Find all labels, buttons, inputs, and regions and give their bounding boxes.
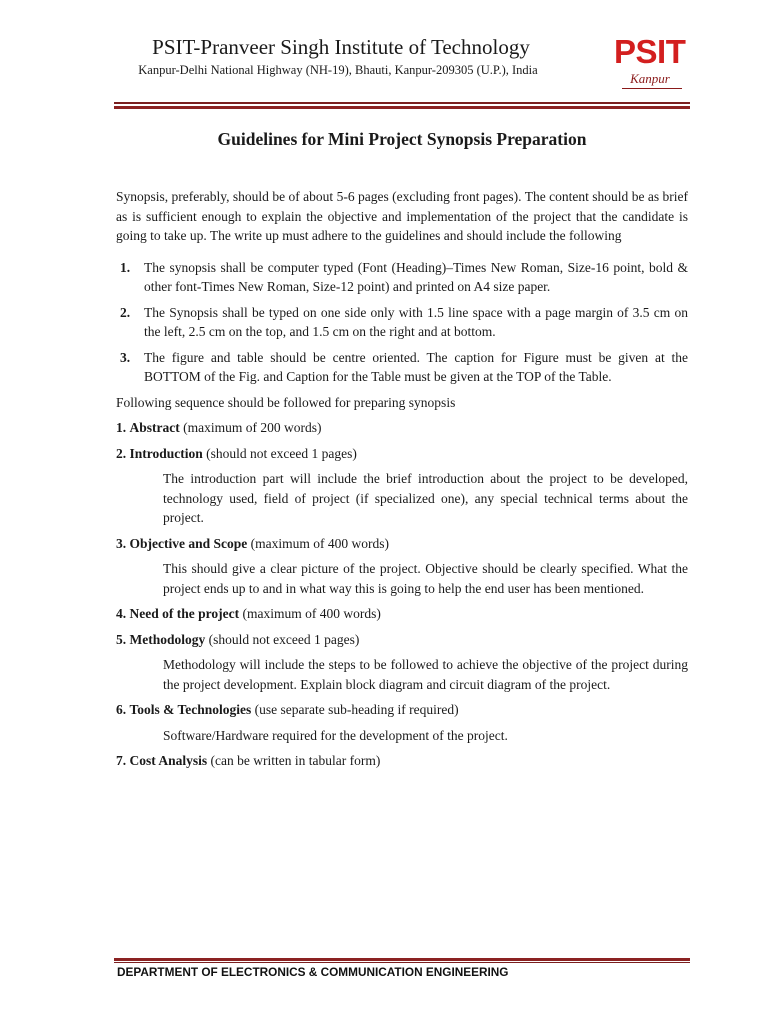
logo-subtext: Kanpur (630, 71, 670, 86)
intro-paragraph: Synopsis, preferably, should be of about 5-6 pages (excluding front pages). The content should be as brief as is sufficient enough to explain the objective and implementation of the project that the candidate is going to take up. The write up must adhere to the guidelines and should include the following (116, 189, 688, 243)
institute-address: Kanpur-Delhi National Highway (NH-19), Bhauti, Kanpur-209305 (U.P.), India (138, 63, 538, 77)
header-rule-thin (114, 102, 690, 104)
section-objective-scope: 3. Objective and Scope (maximum of 400 words) (116, 535, 389, 551)
formatting-rules-list (116, 258, 688, 387)
section-tools: 6. Tools & Technologies (use separate sub-heading if required) (116, 702, 459, 717)
logo-text: PSIT (614, 33, 686, 70)
footer-rule-thin (114, 962, 690, 963)
sequence-intro: Following sequence should be followed for preparing synopsis (116, 394, 456, 410)
section-methodology: 5. Methodology (should not exceed 1 pages) (116, 631, 360, 647)
section-introduction: 2. Introduction (should not exceed 1 pages) (116, 445, 357, 461)
institute-name: PSIT-Pranveer Singh Institute of Technology (152, 35, 530, 59)
section-description: The introduction part will include the brief introduction about the project to be developed, technology used, field of project (if specialized one), any special technical terms about the project. (163, 471, 688, 525)
section-need: 4. Need of the project (maximum of 400 words) (116, 606, 381, 621)
section-description: Methodology will include the steps to be followed to achieve the objective of the project during the project development. Explain block diagram and circuit diagram of the project. (163, 657, 688, 692)
department-footer: DEPARTMENT OF ELECTRONICS & COMMUNICATION ENGINEERING (117, 965, 509, 979)
psit-logo (612, 34, 692, 94)
header-rule-thick (114, 106, 690, 109)
document-title: Guidelines for Mini Project Synopsis Preparation (217, 129, 587, 149)
footer-rule-thick (114, 958, 690, 961)
list-item: 1. The synopsis shall be computer typed (Font (Heading)–Times New Roman, Size-16 point, bold & other font-Times New Roman, Size-12 point) and printed on A4 size paper. (120, 259, 688, 294)
section-description: Software/Hardware required for the development of the project. (163, 727, 508, 743)
section-cost-analysis: 7. Cost Analysis (can be written in tabular form) (116, 753, 381, 768)
list-item: 3. The figure and table should be centre oriented. The caption for Figure must be given at the BOTTOM of the Fig. and Caption for the Table must be given at the TOP of the Table. (120, 349, 688, 384)
section-description: This should give a clear picture of the project. Objective should be clearly specified. What the project ends up to and in what way this is going to help the end user has been mentioned. (163, 561, 688, 596)
section-abstract: 1. Abstract (maximum of 200 words) (116, 420, 322, 435)
document-body (116, 187, 688, 777)
logo-underline (622, 88, 682, 89)
list-item: 2. The Synopsis shall be typed on one side only with 1.5 line space with a page margin of 3.5 cm on the left, 2.5 cm on the top, and 1.5 cm on the right and at bottom. (120, 304, 688, 339)
